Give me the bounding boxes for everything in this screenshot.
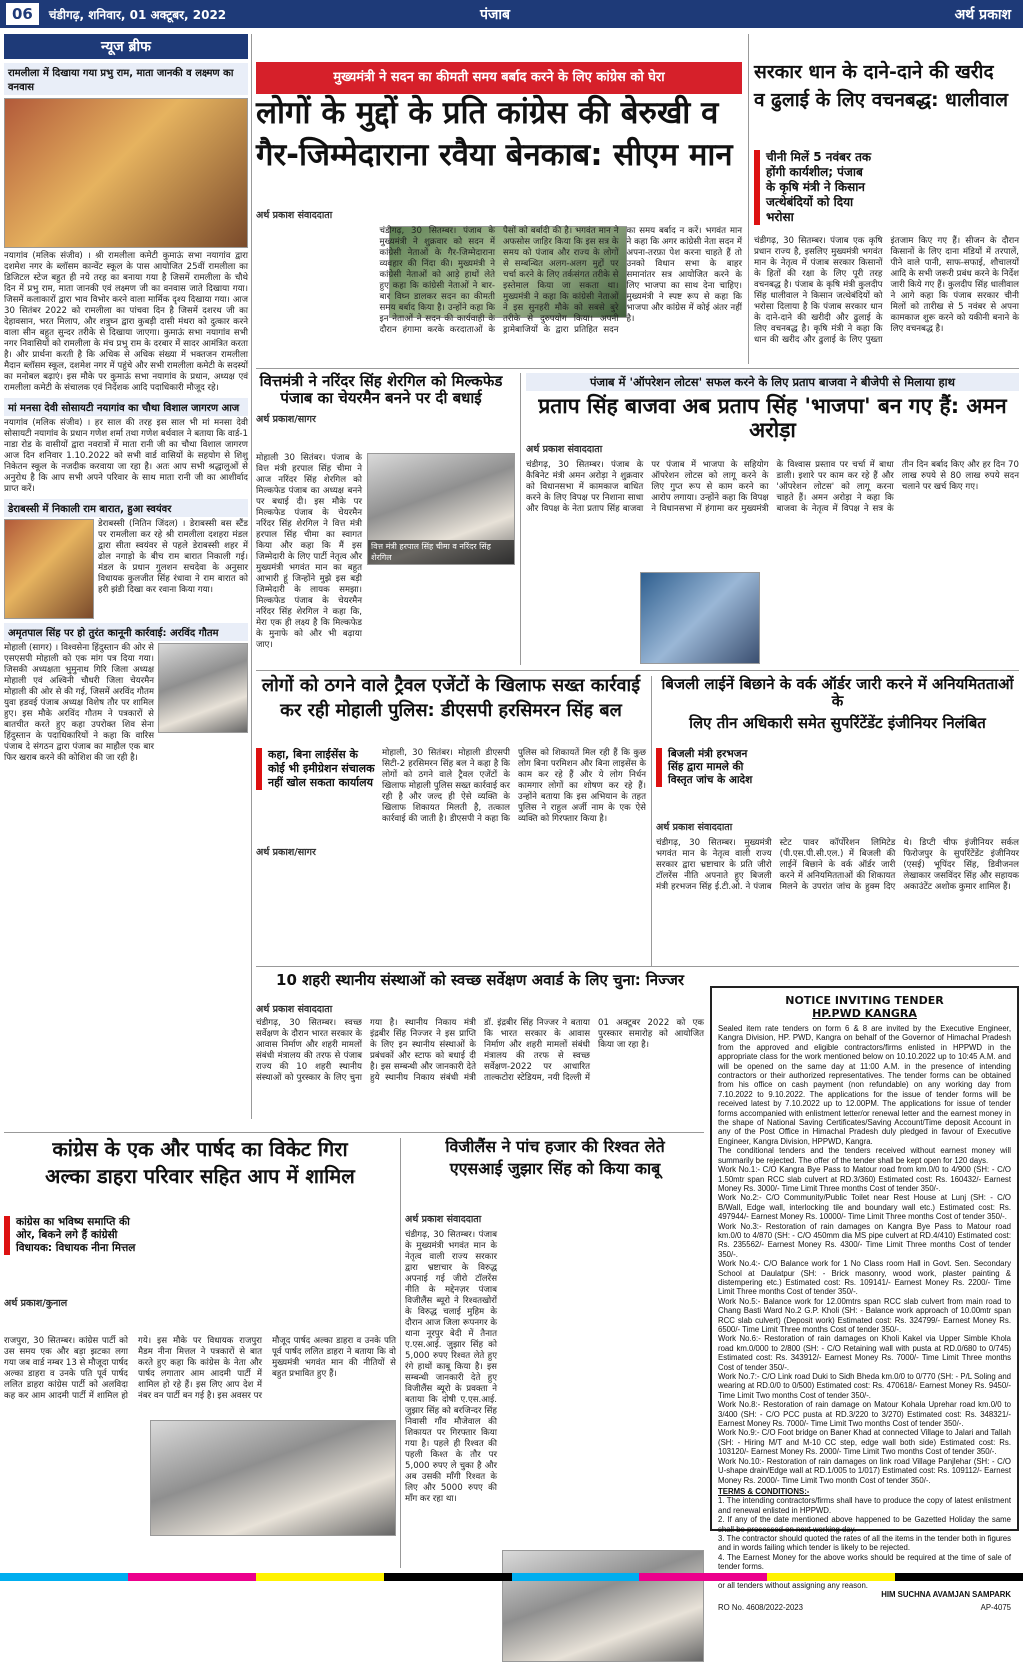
bijli-body: चंडीगढ़, 30 सितम्बर। मुख्यमंत्री भगवंत मान के नेतृत्व वाली राज्य सरकार द्वारा भ्रष्टाचार के प्रति जीरो टॉलरेंस नीति अपनाते हुए बिजली मंत्री हरभजन सिंह ई.टी.ओ. ने पंजाब स्टेट पावर कॉर्पोरेशन लिमिटेड (पी.एस.पी.सी.एल.) में बिजली की लाईनें बिछाने के वर्क ऑर्डर जारी करने में अनियमितताओं की शिकायत मिलने के उपरांत जांच के हुक्म दिए थे। डिप्टी चीफ इंजीनियर सर्कल फिरोजपुर के सुपरिंटेंडेंट इंजीनियर (एसई) भूपिंदर सिंह, डिवीजनल लेखाकार जसविंदर सिंह और सहायक अकाउंटेंट अशोक कुमार शामिल हैं। [656,838,1019,892]
dhaliwal-highlight-box [754,150,874,230]
top-story-kicker: मुख्यमंत्री ने सदन का कीमती समय बर्बाद करने के लिए कांग्रेस को घेरा [333,70,665,85]
brief-story-3-body: डेराबस्सी (नितिन जिंदल) । डेराबस्सी बस स्टैंड पर रामलीला कर रहे श्री रामलीला दशहरा मंडल द्वारा सीता स्वयंवर से पहले डेराबस्सी शहर में ढोल नगाड़ो के बीच राम बारात निकाली गई। मंडल के प्रधान गुलशन सचदेवा के अनुसार विधायक कुलजीत सिंह रंधावा ने राम बारात को हरी झंडी दिखा कर रवाना किया गया। [98,519,248,595]
brief-story-2-body: नयागांव (मलिक संजीव) । हर साल की तरह इस साल भी मां मनसा देवी सोसायटी नयागांव के प्रधान गणेश शर्मा तथा गणेश बर्थवाल ने बताया कि वार्ड-1 नाडा रोड के वासीयों द्वारा नवरात्रों में माता रानी जी का चौथा विशाल जागरण आज दिन शनिवार 1.10.2022 को सभी वार्ड वासियों के सहयोग से शिशु निकेतन स्कूल के नजदीक करवाया जा रहा है। अतः आप सभी श्रद्धालुओं से अनुरोध है कि आप सभी अपने परिवार के साथ माता रानी जी का आशीर्वाद प्राप्त करें। [4,418,248,494]
tender-term-1: 1. The intending contractors/firms shall have to produce the copy of latest enlistment and renewal enlisted in HPPWD. [718,1496,1011,1515]
print-color-strip [0,1573,1023,1581]
brief-story-1-headline: रामलीला में दिखाया गया प्रभु राम, माता जानकी व लक्ष्मण का वनवास [4,63,248,95]
news-brief-column [4,34,248,1114]
dhaliwal-headline-line-1: सरकार धान के दाने-दाने की खरीद [754,61,994,83]
bajwa-headline: प्रताप सिंह बाजवा अब प्रताप सिंह 'भाजपा' बन गए हैं: अमन अरोड़ा [538,394,1007,443]
tender-conditional: The conditional tenders and the tenders received without earnest money will summarily be rejected. The offer of the tender shall be kept open for 120 days. [718,1146,1011,1165]
dhaliwal-highlight: चीनी मिलें 5 नवंबर तक होंगी कार्यशील; पंजाब के कृषि मंत्री ने किसान जत्थेबंदियों को दिया भरोसा [754,150,874,225]
top-story-kicker-bar [256,62,742,94]
top-story-headline [256,96,742,206]
top-story-body [256,226,742,364]
ram-barat-photo [4,519,94,619]
brief-story-3-headline: डेराबस्सी में निकाली राम बारात, हुआ स्वयंवर [4,499,248,517]
shergill-headline: वित्तमंत्री ने नरिंदर सिंह शेरगिल को मिल्कफेड पंजाब का चेयरमैन बनने पर दी बधाई [259,372,503,408]
tender-subtitle: HP.PWD KANGRA [812,1007,917,1020]
nijjar-byline-wrap [256,1002,704,1016]
shergill-photo-caption: वित्त मंत्री हरपाल सिंह चीमा व नरिंदर सिंह शेरगिल [368,540,514,564]
bijli-headline-line-1: बिजली लाईनें बिछाने के वर्क ऑर्डर जारी करने में अनियमितताओं के [661,675,1014,711]
dhaliwal-side-text [880,150,1019,234]
parshad-byline: अर्थ प्रकाश/कुनाल [4,1298,68,1309]
bijli-highlight: बिजली मंत्री हरभजन सिंह द्वारा मामले की विस्तृत जांच के आदेश [656,748,766,787]
nijjar-headline: 10 शहरी स्थानीय संस्थाओं को स्वच्छ सर्वेक्षण अवार्ड के लिए चुना: निज्जर [276,971,684,989]
shergill-photo [367,453,515,565]
dhaliwal-headline-line-2: व ढुलाई के लिए वचनबद्ध: धालीवाल [754,88,1008,111]
brief-story-2-headline: मां मनसा देवी सोसायटी नयागांव का चौथा विशाल जागरण आज [4,398,248,416]
travel-headline [256,676,646,742]
tender-work-3: Work No.3:- Restoration of rain damages on Kangra Bye Pass to Matour road km.0/0 to 4/870 (SH: - C/O 450mm dia MS pipe culvert at RD.4/410) Estimated cost: Rs. 235562/- Earnest Money Rs. 4300/- Time Limit Three months Cost of tender 350/-. [718,1221,1011,1259]
shergill-body-col2 [367,570,515,663]
travel-body: मोहाली, 30 सितंबर। मोहाली डीएसपी सिटी-2 हरसिमरन सिंह बल ने कहा है कि लोगों को ठगने वाले ट्रैवल एजेंटों के खिलाफ मोहाली पुलिस सख्त कार्रवाई कर रही है और जल्द ही ऐसे व्यक्ति के खिलाफ शिकायत मिलती है, तत्काल कार्रवाई की जाती है। डीएसपी ने कहा कि पुलिस को शिकायतें मिल रही हैं कि कुछ लोग बिना परमिशन और बिना लाइसेंस के काम कर रहे हैं और ये लोग निर्धन कामगार लोगों का शोषण कर रहे हैं। उन्होंने बताया कि इस अभियान के तहत पुलिस ने राहुल अर्जी नाम के एक ऐसे व्यक्ति को गिरफ्तार किया है। [382,748,646,824]
top-story-byline: अर्थ प्रकाश संवाददाता [256,210,333,221]
bajwa-body [526,460,1019,665]
tender-term-3: 3. The contractor should quoted the rates of all the items in the tender both in figures and in words failing which tender is likely to be rejected. [718,1533,1011,1553]
tender-title: NOTICE INVITING TENDER [785,994,944,1007]
tender-work-9: Work No.9:- C/O Foot bridge on Baner Khad at connected Village to Jalari and Tallah (SH: - Hiring M/T and M-10 CC step, edge wall both side) Estimated cost: Rs. 103120/- Earnest Money Rs. 2000/- Time Limit Two months Cost of tender 350/-. [718,1428,1011,1457]
ramlila-photo [4,98,248,248]
tender-ro-number: RO No. 4608/2022-2023 [718,1602,803,1612]
tender-work-10: Work No.10:- Restoration of rain damages on link road Village Panjlehar (SH: - C/O U-shape drain/Edge wall at RD.1/005 to 1/017) Estimated cost: Rs. 109112/- Earnest Money Rs. 2000/- Time Limit Two month Cost of tender 350/-. [718,1456,1011,1485]
bajwa-kicker: पंजाब में 'ऑपरेशन लोटस' सफल करने के लिए प्रताप बाजवा ने बीजेपी से मिलाया हाथ [590,375,955,389]
shergill-byline: अर्थ प्रकाश/सागर [256,413,316,425]
bijli-headline-line-2: लिए तीन अधिकारी समेत सुपरिंटेंडेंट इंजीनियर निलंबित [689,713,986,732]
travel-highlight: कहा, बिना लाईसेंस के कोई भी इमीग्रेशन संचालक नहीं खोल सकता कार्यालय [256,748,376,790]
bijli-headline [656,676,1019,738]
nijjar-byline: अर्थ प्रकाश संवाददाता [256,1004,333,1015]
tender-work-8: Work No.8:- Restoration of rain damage on Matour Kohala Uprehar road km.0/0 to 3/400 (SH: - C/O PCC pusta at RD.3/220 to 3/270) Estimated cost: Rs. 348321/- Earnest Money Rs. 7000/- Time Limit Two months Cost of tender 350/-. [718,1400,1011,1429]
travel-byline: अर्थ प्रकाश/सागर [256,847,316,858]
tender-term-2: 2. If any of the date mentioned above happened to be Gazetted Holiday the same shall be processed on next working day. [718,1515,1011,1534]
shergill-headline-wrap [256,373,506,453]
vigilance-body: चंडीगढ़, 30 सितम्बर। पंजाब के मुख्यमंत्री भगवंत मान के नेतृत्व वाली राज्य सरकार द्वारा भ्रष्टाचार के विरुद्ध अपनाई गई जीरो टॉलरेंस नीति के मद्देनज़र पंजाब विजीलैंस ब्यूरो ने रिश्वतखोरों के विरुद्ध चलाई मुहिम के दौरान आज जिला रूपनगर के थाना नूरपुर बेदी में तैनात ए.एस.आई. जुझार सिंह को 5,000 रुपए रिश्वत लेते हुए रंगे हाथों काबू किया है। इस सम्बन्धी जानकारी देते हुए विजीलैंस ब्यूरो के प्रवक्ता ने बताया कि दोषी ए.एस.आई. जुझार सिंह को बरजिन्दर सिंह निवासी गाँव मौजेवाल की शिकायत पर गिरफ्तार किया गया है। पहले ही रिश्वत की पहली किश्त के तौर पर 5,000 रुपए ले चुका है और अब उसकी माँगी रिश्वत के लिए और 5000 रुपए की माँग कर रहा था। [405,1230,497,1504]
tender-terms-title: TERMS & CONDITIONS:- [718,1486,810,1496]
news-brief-title: न्यूज ब्रीफ [4,34,248,59]
top-story-headline-line-1: लोगों के मुद्दों के प्रति कांग्रेस की बेरुखी व [256,95,719,131]
parshad-body: राजपुरा, 30 सितम्बर। कांग्रेस पार्टी को उस समय एक और बड़ा झटका लगा गया जब वार्ड नम्बर 13 से मौजूदा पार्षद अल्का डाहरा व उनके पति पूर्व पार्षद ललित डाहरा कांग्रेस पार्टी को अलविदा कह कर आम आदमी पार्टी में शामिल हो गये। इस मौके पर विधायक राजपुरा मैडम नीना मित्तल ने पत्रकारों से बात करते हुए कहा कि कांग्रेस के नेता और पार्षद लगातार आम आदमी पार्टी में शामिल हो रहे हैं। इस लिए आप देश में नंबर वन पार्टी बन गई है। इस अवसर पर मौजूद पार्षद अल्का डाहरा व उनके पति पूर्व पार्षद ललित डाहरा ने बताया कि वो मुख्यमंत्री भगवंत मान की नीतियों से बहुत प्रभावित हुए हैं। [4,1336,396,1401]
vigilance-headline [405,1138,705,1208]
brief-story-4-headline: अमृतपाल सिंह पर हो तुरंत कानूनी कार्रवाई: अरविंद गौतम [4,623,248,641]
brief-story-1-body: नयागांव (मलिक संजीव) । श्री रामलीला कमेटी कुमाऊं सभा नयागांव द्वारा दशमेश नगर के ब्लॉसम कान्वेंट स्कूल के पास आयोजित 25वीं रामलीला का डिजिटल स्टेज बहुत ही नये तरह का बनाया गया है जिसमें रामलीला के चौथे दिन में प्रभु राम, माता जानकी एवं लक्ष्मण जी का वनवास जाते दिखाया गया। जिसमें कलाकारों द्वारा भाव विभोर करने वाला मार्मिक दृश्य दिखाया गया। आज 30 सितंबर 2022 को रामलीला का पांचवा दिन है जिसमें दशरथ जी का देहावसान, भरत मिलाप, और शत्रुघ्न द्वारा कुबड़ी दासी मंथरा को दुत्कार करने वाला सीन बहुत सुन्दर तरीके से दिखाया जाएगा। कुमाऊं सभा नयागांव सभी नगर निवासियों को रामलीला के मंच प्रभु राम के दरबार में सादर आमंत्रित करता है। और प्रार्थना करती है कि अधिक से अधिक संख्या में भक्तजन रामलीला मैदान ब्लॉसम स्कूल, दशमेश नगर में पहुंचे और सभी रामलीला कमेटी के सदस्यों का मनोबल बढ़ाएं। इस मौके पर कुमाऊं सभा नयागांव के प्रधान, अध्यक्ष एवं रामलीला कमेटी के संचालक एवं निर्देशक आदि पदाधिकारी मौजूद रहे। [4,251,248,393]
tender-work-7: Work No.7:- C/O Link road Duki to Sidh Bheda km.0/0 to 0/770 (SH: - P/L Soling and wearing at RD.0/0 to 0/500) Estimated cost: Rs. 470618/- Earnest Money Rs. 9450/- Time Limit Two months Cost of tender 350/-. [718,1372,1011,1400]
edition-date: चंडीगढ़, शनिवार, 01 अक्टूबर, 2022 [48,7,227,22]
bijli-byline: अर्थ प्रकाश संवाददाता [656,822,733,833]
nijjar-headline-wrap [256,972,704,998]
travel-headline-line-1: लोगों को ठगने वाले ट्रैवल एजेंटों के खिलाफ सख्त कार्रवाई [261,675,641,696]
tender-work-5: Work No.5:- Balance work for 12.00mtrs span RCC slab culvert from main road to Chang Basti Ward No.2 G.P. Kholi (SH: - Balance work approach of 10.00mtr span RCC slab culvert) (Deposit work) Estimated cost: Rs. 324799/- Earnest Money Rs. 6500/- Time Limit Three months Cost of tender 350/-. [718,1296,1011,1334]
tender-work-2: Work No.2:- C/O Community/Public Toilet near Rest House at Lunj (SH: - C/O B/Wall, Edge wall, interlocking tile and boundary wall etc.) Estimated cost: Rs. 497944/- Earnest Money Rs. 10000/- Time Limit Three months Cost of tender 350/-. [718,1193,1011,1222]
tender-work-4: Work No.4:- C/O Balance work for 1 No Class room Hall in Govt. Sen. Secondary School at Daulatpur (SH: - Brick masonry, wood work, plaster painting & distempering etc.) Estimated cost: Rs. 109141/- Earnest Money Rs. 2200/- Time Limit Three months Cost of tender 350/-. [718,1259,1011,1297]
shiv-sena-photo [158,643,248,733]
parshad-highlight: कांग्रेस का भविष्य समाप्ति की ओर, बिकने लगे हैं कांग्रेसी विधायक: विधायक नीना मित्तल [4,1216,144,1255]
bajwa-byline: अर्थ प्रकाश संवाददाता [526,444,603,455]
tender-work-1: Work No.1:- C/O Kangra Bye Pass to Matour road from km.0/0 to 4/900 (SH: - C/O 1.50mtr span RCC slab culvert at RD.3/360) Estimated cost: Rs. 160432/- Earnest Money Rs. 3000/- Time Limit Three months Cost of tender 350/-. [718,1165,1011,1193]
bajwa-byline-wrap [526,442,1019,458]
vigilance-body-lower [502,1346,704,1566]
brief-story-4-body: मोहाली (सागर) । विश्वसेना हिंदुस्तान की ओर से एसएसपी मोहाली को एक मांग पत्र दिया गया। जिसकी अध्यक्षता भुमुनाथ गिरि जिला अध्यक्ष मोहाली एवं अश्विनी चौधरी जिला चेयरमैन मोहाली की ओर से की गई, जिसमें अरविंद गौतम युवा हडवई पंजाब अध्यक्ष विशेष तौर पर शामिल हुए। इस मौके अरविंद गौतम ने पत्रकारों से बातचीत करते हुए कहा उपरोक्त शिव सेना हिंदुस्तान के पदाधिकारियों ने कहा कि वारिस पंजाब दे संगठन द्वारा पंजाब का माहौल एक बार फिर खराब करने की कोशिश की जा रही है। [4,643,154,763]
bajwa-headline-wrap [526,394,1019,443]
page-number: 06 [6,3,39,25]
tender-intro: Sealed item rate tenders on form 6 & 8 are invited by the Executive Engineer, Kangra Division, HP. PWD, Kangra on behalf of the Governor of Himachal Pradesh from the approved and eligible contractors/firms enlisted in HPPWD in the appropriate class for the work mentioned below on 10.10.2022 up to 10:45 A.M. and will be opened on the same day at 11:00 A.M. in the presence of intending contractors or their authorized representatives. The tender forms can be obtained from his office on cash payment (non refundable) on any working day from 7.10.2022 to 9.10.2022. The applications for the issue of tender forms will be received latest by 7.10.2022 up to 12.00PM. The applications for issue of tender forms accompanied with enlistment letter/or renewal letter and the earnest money in the shape of National Saving Certificates/Saving Account/Time deposit Account in any of the Post Office in Himachal Pradesh duly pledged in favour of Executive Engineer, Kangra Division, HPPWD, Kangra. [718,1024,1011,1146]
vigilance-photo [502,1550,704,1662]
bajwa-text: चंडीगढ़, 30 सितम्बर। पंजाब के कैबिनेट मंत्री अमन अरोड़ा ने शुक्रवार को विधानसभा में कामकाज बाधित करने के लिए विपक्ष पर निशाना साधा और विपक्ष के नेता प्रताप सिंह बाजवा पर पंजाब में भाजपा के सहियोग ऑपरेशन लोटस को लागू करने के लिए गुप्त रूप से काम करने का आरोप लगाया। उन्होंने कहा कि विपक्ष ने विधानसभा में हंगामा कर मुख्यमंत्री के विश्वास प्रस्ताव पर चर्चा में बाधा डाली। इशारे पर काम कर रहे हैं और 'ऑपरेशन लोटस' को लागू करना चाहते हैं। अमन अरोड़ा ने कहा कि बाजवा के नेतृत्व में विपक्ष ने सत्र के तीन दिन बर्बाद किए और हर दिन 70 लाख रुपये से 80 लाख रुपये सदन चलाने पर खर्च किए गए। [526,460,1019,514]
parshad-headline [4,1138,396,1212]
travel-headline-line-2: कर रही मोहाली पुलिस: डीएसपी हरसिमरन सिंह बल [280,699,622,721]
bijli-body-upper [772,748,1019,836]
vigilance-headline-line-2: एएसआई जुझार सिंह को किया काबू [449,1159,661,1179]
tender-ap-number: AP-4075 [980,1602,1011,1612]
dhaliwal-body: चंडीगढ़, 30 सितम्बर। पंजाब एक कृषि प्रधान राज्य है, इसलिए मुख्यमंत्री भगवंत मान के नेतृत्व में पंजाब सरकार किसानों के हितों की रक्षा के लिए पूरी तरह वचनबद्ध है। पंजाब के कृषि मंत्री कुलदीप सिंह धालीवाल ने किसान जत्थेबंदियों को भरोसा दिलाया है कि पंजाब सरकार धान के दाने-दाने की खरीदी और ढुलाई के लिए वचनबद्ध है। कृषि मंत्री ने कहा कि धान की खरीद और ढुलाई के लिए पुख्ता इंतजाम किए गए हैं। सीजन के दौरान किसानों के लिए दाना मंडियों में तरपालें, पीने वाले पानी, साफ-सफाई, शौचालयों आदि के सभी जरूरी प्रबंध करने के निर्देश जारी किये गए हैं। कुलदीप सिंह धालीवाल ने आगे कहा कि पंजाब सरकार चीनी मिलों को तारीख से 5 नवंबर से अपना कामकाज शुरू करने को यकीनी बनाने के लिए वचनबद्ध है। [754,236,1019,345]
tender-issuer: HIM SUCHNA AVAMJAN SAMPARK [881,1590,1011,1600]
vigilance-byline-wrap [405,1212,705,1226]
section-name: पंजाब [480,6,510,23]
top-story-headline-line-2: गैर-जिम्मेदाराना रवैया बेनकाब: सीएम मान [256,136,733,173]
travel-byline-wrap [256,845,376,861]
bijli-highlight-box [656,748,766,816]
top-story-text: चंडीगढ़, 30 सितम्बर। पंजाब के मुख्यमंत्री ने शुक्रवार को सदन में कांग्रेसी नेताओं के गैर-जिम्मेदाराना व्यवहार की निंदा की। मुख्यमंत्री ने कांग्रेसी नेताओं को आड़े हाथों लेते हुए कहा कि कांग्रेसी नेताओं ने बार-बार विघ्न डालकर सदन का कीमती समय बर्बाद किया है। उन्होंने कहा कि इन नेताओं ने सदन की कार्यवाही के दौरान हंगामा करके करदाताओं के पैसों को बर्बादी की है। भगवंत मान ने अफसोस जाहिर किया कि इस सत्र के समय को पंजाब और राज्य के लोगों से सम्बन्धित अलग-अलग मुद्दों पर चर्चा करने के लिए तर्कसंगत तरीके से इस्तेमाल किया जा सकता था। मुख्यमंत्री ने कहा कि कांग्रेसी नेताओं ने इस सुनहरी मौके को सबसे बुरे तरीके से दुरुपयोग किया। अपनी ड्रामेबाजियों के द्वारा प्रतिहित सदन का समय बर्बाद न करें। भगवंत मान ने कहा कि अगर कांग्रेसी नेता सदन में अपना-तरफ़ा पेश करना चाहते हैं तो उनको विधान सभा के बाहर समानांतर सत्र आयोजित करने के लिए भाजपा का साथ देना चाहिए। मुख्यमंत्री ने स्पष्ट रूप से कहा कि भाजपा और कांग्रेस में कोई अंतर नहीं है। [379,226,742,335]
tender-work-6: Work No.6:- Restoration of rain damages on Kholi Kakel via Upper Simble Khola road km.0/000 to 2/800 (SH: - C/O Retaining wall with pusta at RD.0/680 to 0/745) Estimated cost: Rs. 343912/- Earnest Money Rs. 7000/- Time Limit Three months Cost of tender 350/-. [718,1334,1011,1372]
parshad-headline-line-2: अल्का डाहरा परिवार सहित आप में शामिल [45,1164,355,1188]
parshad-headline-line-1: कांग्रेस के एक और पार्षद का विकेट गिरा [52,1137,348,1161]
bijli-byline-wrap [656,820,766,836]
vigilance-byline: अर्थ प्रकाश संवाददाता [405,1214,482,1225]
parshad-byline-wrap [4,1296,144,1312]
parshad-highlight-box [4,1216,144,1292]
nijjar-body: चंडीगढ़, 30 सितम्बर। स्वच्छ सर्वेक्षण के दौरान भारत सरकार के आवास निर्माण और शहरी मामलों संबंधी मंत्रालय की तरफ से पंजाब राज्य की 10 शहरी स्थानीय संस्थाओं को पुरस्कार के लिए चुना गया है। स्थानीय निकाय मंत्री इंद्रबीर सिंह निज्जर ने इस प्राप्ति के लिए इन स्थानीय संस्थाओं के प्रबंधकों और स्टाफ को बधाई दी है। इस सम्बन्धी और जानकारी देते हुये स्थानीय निकाय संबंधी मंत्री डॉ. इंद्रबीर सिंह निज्जर ने बताया कि भारत सरकार के आवास निर्माण और शहरी मामलों संबंधी मंत्रालय की तरफ से स्वच्छ सर्वेक्षण-2022 पर आधारित ताल्कटोरा स्टेडियम, नयी दिल्ली में 01 अक्टूबर 2022 को एक पुरस्कार समारोह को आयोजित किया जा रहा है। [256,1018,704,1083]
page-header [0,0,1023,28]
tender-notice [710,986,1019,1612]
tender-term-4: 4. The Earnest Money for the above works should be required at the time of sale of tender forms. [718,1552,1011,1572]
bajwa-kicker-bar [526,373,1019,391]
newspaper-brand: अर्थ प्रकाश [954,6,1011,23]
shergill-body-col1: मोहाली 30 सितंबर। पंजाब के वित्त मंत्री हरपाल सिंह चीमा ने आज नरिंदर सिंह शेरगिल को मिल्कफेड पंजाब का अध्यक्ष बनने पर बधाई दी। इस मौके पर मिल्कफेड पंजाब के चेयरमैन नरिंदर सिंह शेरगिल ने वित्त मंत्री हरपाल सिंह चीमा का स्वागत किया और कहा कि मैं इस जिम्मेदारी के लिए पार्टी नेतृत्व और मुख्यमंत्री भगवंत मान का बहुत आभारी हूं जिन्होंने मुझे इस बड़ी जिम्मेदारी के लायक समझा। मिल्कफेड पंजाब के चेयरमैन नरिंदर सिंह शेरगिल ने कहा कि, मेरा एक ही लक्ष्य है कि मिल्कफेड के मुनाफे को और भी बढ़ाया जाए। [256,453,362,650]
vigilance-headline-line-1: विजीलैंस ने पांच हजार की रिश्वत लेते [445,1137,665,1156]
tender-term-5: or all tenders without assigning any reason. [718,1580,868,1590]
travel-highlight-box [256,748,376,840]
top-story-byline-wrap [256,208,742,224]
dhaliwal-headline [754,62,1019,146]
